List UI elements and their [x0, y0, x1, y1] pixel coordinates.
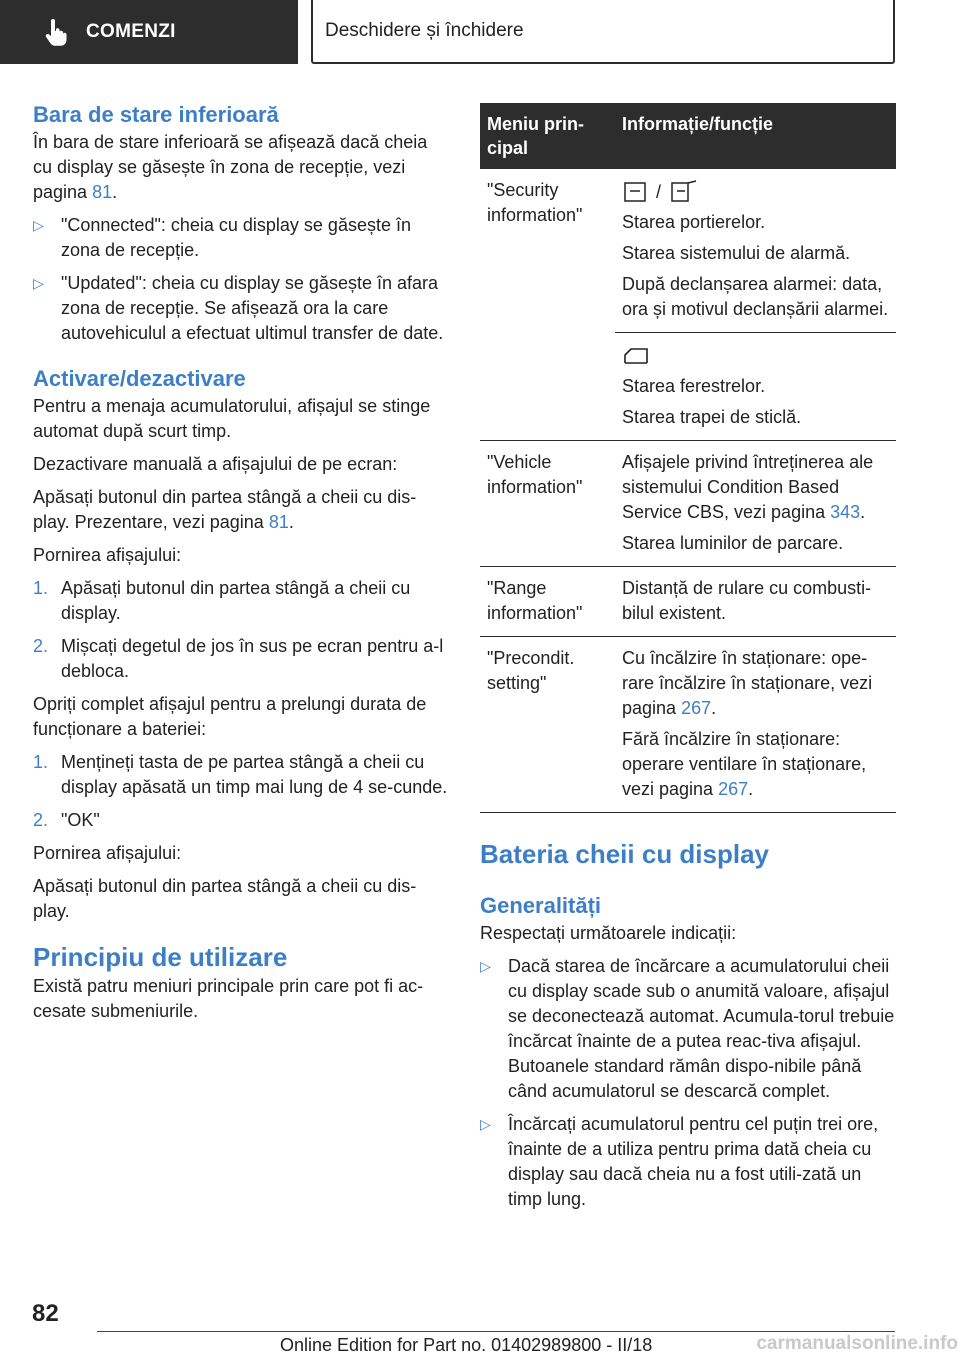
menu-cell: "Precondit. setting" [480, 637, 615, 813]
cell-text: Starea ferestrelor. [622, 376, 766, 396]
triangle-bullet-icon: ▷ [480, 1116, 491, 1132]
right-column [480, 103, 896, 1220]
list-item [33, 750, 448, 800]
heading-generalitati: Generalități [480, 893, 602, 918]
text: Cu încălzire în staționare: ope-rare încălzire în staționare, vezi pagina [622, 648, 873, 718]
icon-separator: / [656, 181, 662, 202]
door-open-icon [669, 180, 699, 204]
table-row [480, 169, 896, 333]
table-row [480, 441, 896, 567]
menu-table [480, 103, 896, 813]
list-item [33, 634, 448, 684]
paragraph [33, 485, 448, 535]
info-cell [615, 169, 896, 333]
paragraph-bara [33, 130, 448, 205]
cell-text: Starea luminilor de parcare. [622, 533, 844, 553]
window-icons [622, 342, 889, 370]
step-number: 2. [33, 810, 49, 830]
page-link[interactable]: 267 [681, 698, 712, 718]
list-item [480, 1112, 896, 1212]
step-number: 2. [33, 636, 49, 656]
text: În bara de stare inferioară se afișează dacă cheia cu display se găsește în zona de recepție, vezi pagina [33, 132, 428, 202]
text: Apăsați butonul din partea stângă a cheii cu dis-play. Prezentare, vezi pagina [33, 487, 417, 532]
paragraph: Pentru a menaja acumulatorului, afișajul se stinge automat după scurt timp. [33, 396, 431, 441]
text: Afișajele privind întreținerea ale sistemului Condition Based Service CBS, vezi pagina [622, 452, 874, 522]
table-header-menu: Meniu prin-cipal [480, 103, 615, 169]
table-header-info: Informație/funcție [615, 103, 896, 169]
list-item-text: "Connected": cheia cu display se găsește în zona de recepție. [61, 215, 411, 260]
cell-text: Starea trapei de sticlă. [622, 407, 802, 427]
window-icon [622, 345, 650, 367]
list-item [480, 954, 896, 1104]
table-row [480, 567, 896, 637]
section-title-text: Deschidere și închidere [325, 20, 524, 41]
page-link[interactable]: 81 [92, 182, 113, 202]
cell-text: Distanță de rulare cu combusti-bilul existent. [622, 578, 872, 623]
numbered-steps [33, 576, 448, 684]
watermark: carmanualsonline.info [756, 1333, 958, 1354]
text: . [288, 512, 294, 532]
heading-activare: Activare/dezactivare [33, 366, 246, 391]
cell-text: Starea portierelor. [622, 212, 766, 232]
paragraph: Respectați următoarele indicații: [480, 923, 737, 943]
page-number: 82 [32, 1300, 59, 1327]
hand-pointer-icon [40, 17, 70, 47]
text: Fără încălzire în staționare: operare ventilare în staționare, vezi pagina [622, 729, 867, 799]
list-item-text: Mișcați degetul de jos în sus pe ecran pentru a-l debloca. [61, 636, 444, 681]
cell-text: Starea sistemului de alarmă. [622, 243, 851, 263]
list-item [33, 808, 448, 833]
list-item-text: Încărcați acumulatorul pentru cel puțin trei ore, înainte de a utiliza pentru prima dată cheia cu display sau dacă cheia nu a fost utili-zată un timp lung. [508, 1114, 879, 1209]
edition-note: Online Edition for Part no. 01402989800 - II/18 [280, 1335, 653, 1355]
text: . [860, 502, 866, 522]
list-item-text: Mențineți tasta de pe partea stângă a cheii cu display apăsată un timp mai lung de 4 se-cunde. [61, 752, 448, 797]
paragraph: Există patru meniuri principale prin care pot fi ac-cesate submeniurile. [33, 976, 424, 1021]
paragraph: Pornirea afișajului: [33, 843, 182, 863]
cell-text [622, 727, 889, 802]
menu-cell: "Range information" [480, 567, 615, 637]
info-cell [615, 567, 896, 637]
list-item [33, 213, 448, 263]
table-row [480, 637, 896, 813]
list-item [33, 576, 448, 626]
list-item-text: "OK" [61, 810, 100, 830]
paragraph: Apăsați butonul din partea stângă a cheii cu dis-play. [33, 876, 417, 921]
step-number: 1. [33, 752, 49, 772]
text: . [112, 182, 118, 202]
triangle-bullet-icon: ▷ [33, 217, 44, 233]
cell-text [622, 646, 889, 721]
list-item-text: Apăsați butonul din partea stângă a cheii cu display. [61, 578, 411, 623]
bullet-list-status [33, 213, 448, 346]
cell-text: După declanșarea alarmei: data, ora și motivul declanșării alarmei. [622, 274, 889, 319]
left-column [33, 100, 448, 1032]
heading-bara-stare: Bara de stare inferioară [33, 102, 279, 127]
list-item [33, 271, 448, 346]
door-closed-icon [622, 180, 648, 204]
menu-cell: "Security information" [480, 169, 615, 441]
text: . [748, 779, 754, 799]
footer-rule [97, 1331, 895, 1332]
triangle-bullet-icon: ▷ [33, 275, 44, 291]
info-cell [615, 333, 896, 441]
paragraph: Pornirea afișajului: [33, 545, 182, 565]
menu-cell: "Vehicle information" [480, 441, 615, 567]
triangle-bullet-icon: ▷ [480, 958, 491, 974]
heading-bateria: Bateria cheii cu display [480, 839, 770, 869]
numbered-steps [33, 750, 448, 833]
page-link[interactable]: 81 [268, 512, 289, 532]
chapter-tab[interactable] [0, 0, 298, 64]
info-cell [615, 441, 896, 567]
page-link[interactable]: 343 [830, 502, 861, 522]
heading-principiu: Principiu de utilizare [33, 942, 288, 972]
text: . [711, 698, 717, 718]
list-item-text: Dacă starea de încărcare a acumulatorului cheii cu display scade sub o anumită valoare, afișajul se deconectează automat. Acumula-torul trebuie încărcat înainte de a putea reac-tiva afișajul. Butoanele standard rămân dispo-nibile până când acumulatorul se descarcă complet. [508, 956, 895, 1101]
info-cell [615, 637, 896, 813]
cell-text [622, 450, 889, 525]
paragraph: Opriți complet afișajul pentru a prelungi durata de funcționare a bateriei: [33, 694, 427, 739]
list-item-text: "Updated": cheia cu display se găsește în afara zona de recepție. Se afișează ora la care autovehiculul a efectuat ultimul transfer de date. [61, 273, 444, 343]
section-title [311, 0, 895, 64]
step-number: 1. [33, 578, 49, 598]
chapter-tab-label: COMENZI [86, 21, 176, 42]
page-link[interactable]: 267 [718, 779, 749, 799]
door-icons [622, 178, 889, 206]
bullet-list-battery [480, 954, 896, 1212]
paragraph: Dezactivare manuală a afișajului de pe ecran: [33, 454, 398, 474]
